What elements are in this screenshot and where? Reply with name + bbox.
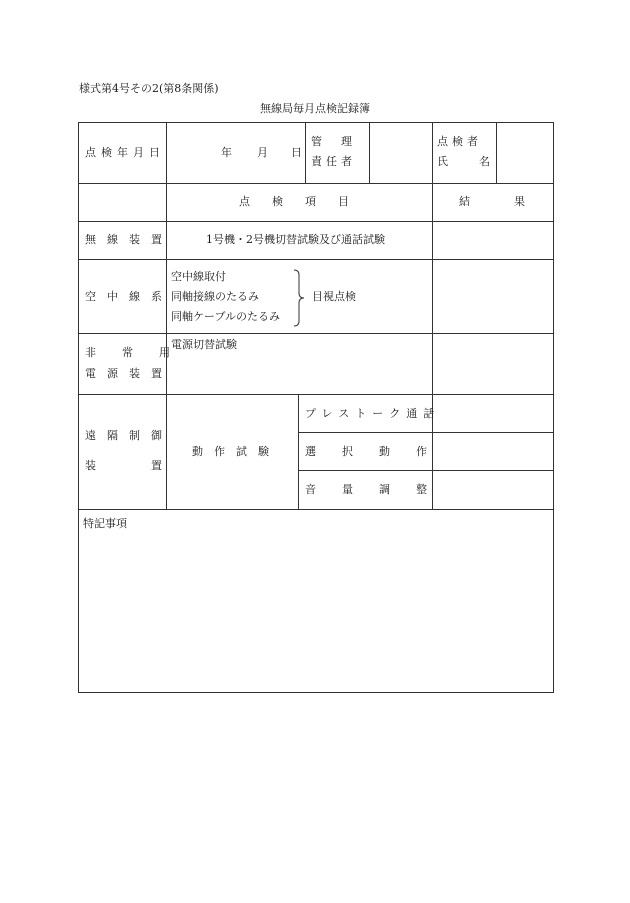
antenna-item: 同軸ケーブルのたるみ [171,310,281,323]
column-divider [298,394,299,509]
visual-inspection-label: 目視点検 [312,290,356,303]
emergency-power-label-line2: 電源装置 [85,367,173,380]
manager-label-line1: 管 理 [311,135,356,148]
row-divider [79,259,553,260]
remote-control-label-line2: 装置 [85,459,217,472]
row-divider [79,509,553,510]
inspection-items-header: 点検項目 [239,195,371,208]
manager-label-line2: 責任者 [311,155,356,168]
right-brace-icon [292,269,306,327]
power-switch-test: 電源切替試験 [171,338,237,351]
document-title: 無線局毎月点検記録簿 [260,102,370,115]
row-divider [298,432,553,433]
row-divider [79,221,553,222]
month-label: 月 [257,146,268,159]
antenna-item: 空中線取付 [171,270,226,283]
column-divider [166,123,167,183]
inspection-date-label [85,146,165,160]
inspector-label-line2: 氏 名 [437,155,500,168]
row-divider [79,333,553,334]
row-divider [79,183,553,184]
special-notes-label: 特記事項 [83,517,127,530]
column-divider [166,183,167,221]
subitem-selection: 選択動作 [305,445,453,458]
day-label: 日 [291,146,302,159]
year-label: 年 [221,146,232,159]
antenna-system-label: 空中線系 [85,290,173,303]
radio-equipment-test: 1号機・2号機切替試験及び通話試験 [206,233,385,246]
inspection-date-text: 点検年月日 [85,146,165,159]
column-divider [496,123,497,183]
inspection-record-table [78,122,569,693]
subitem-volume: 音量調整 [305,483,453,496]
radio-equipment-label: 無線装置 [85,233,173,246]
column-divider [432,123,433,221]
column-divider [305,123,306,183]
row-divider [298,470,553,471]
antenna-item: 同軸接線のたるみ [171,290,259,303]
row-divider [79,394,553,395]
column-divider [432,221,433,509]
emergency-power-label-line1: 非常用 [85,346,196,359]
column-divider [166,394,167,509]
operation-test-label: 動作試験 [192,445,280,458]
result-header: 結果 [459,195,569,208]
subitem-push-to-talk: プレストーク通話 [305,407,441,420]
form-number-label: 様式第4号その2(第8条関係) [79,82,219,95]
remote-control-label-line1: 遠隔制御 [85,429,173,442]
inspector-label-line1: 点検者 [437,135,482,148]
column-divider [166,333,167,394]
column-divider [369,123,370,183]
